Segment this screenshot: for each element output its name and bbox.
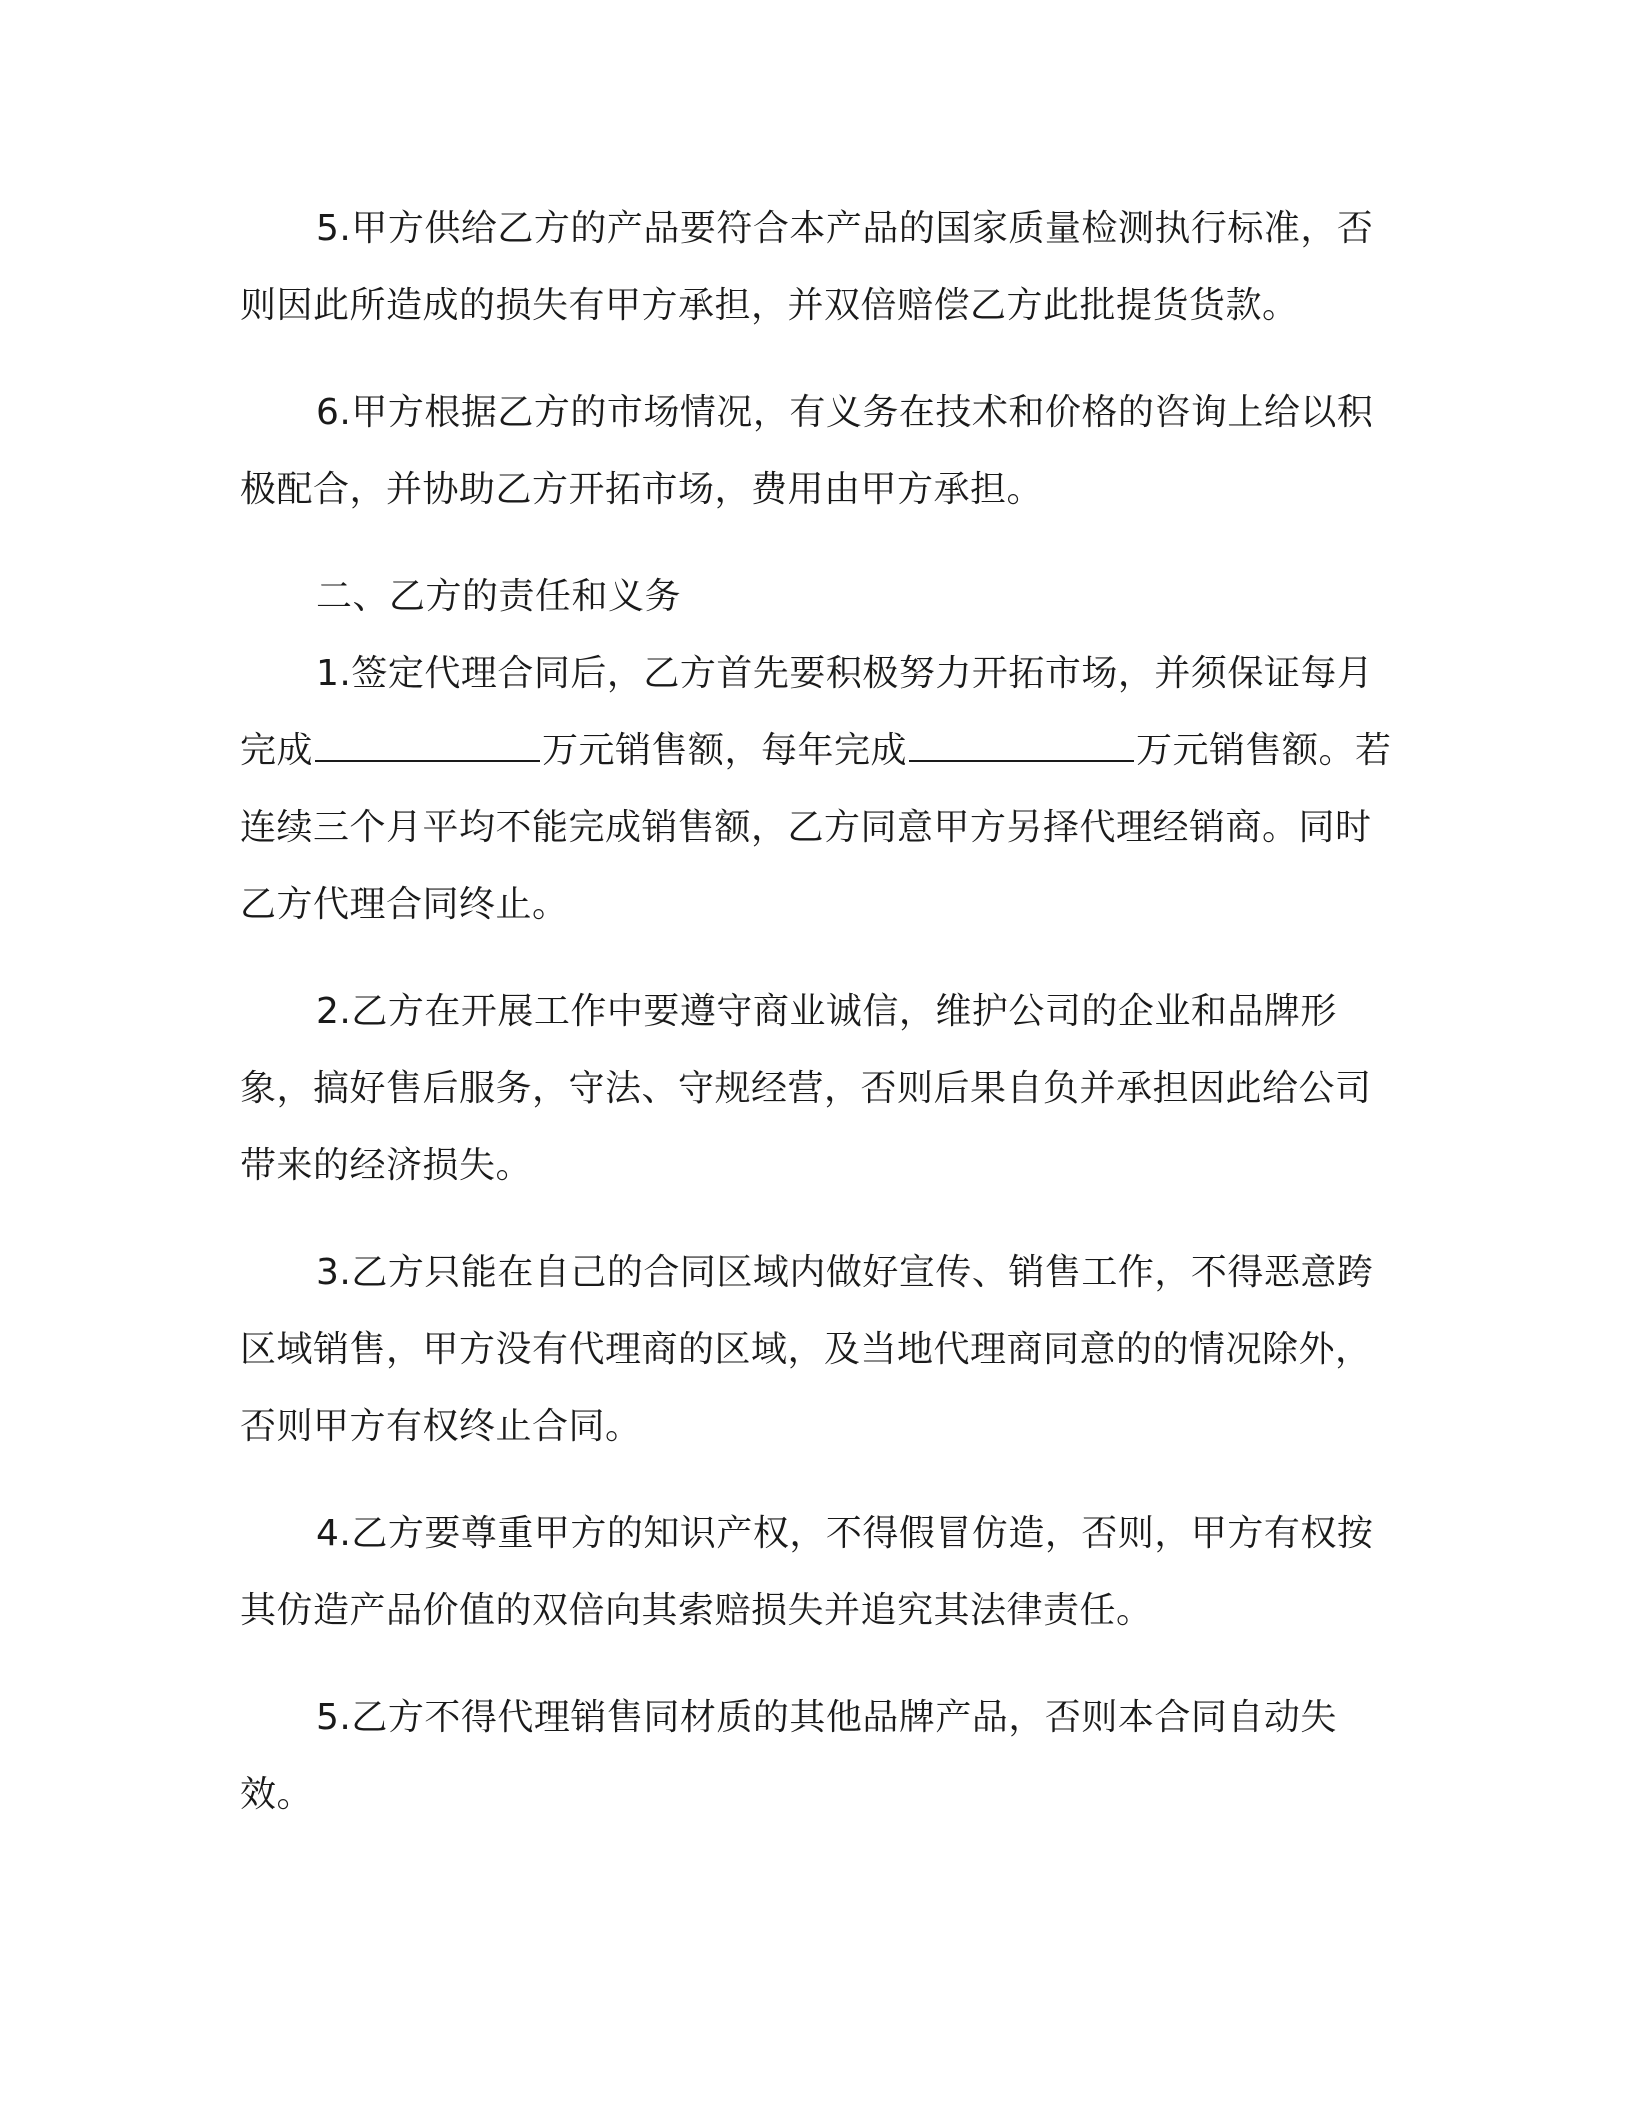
clause-b1-text-2: 万元销售额，每年完成 xyxy=(542,730,908,771)
clause-b1-text-1: 1.签定代理合同后，乙方首先要积极努力开拓市场，并须保证每月完成 xyxy=(240,653,1374,771)
clause-a5: 5.甲方供给乙方的产品要符合本产品的国家质量检测执行标准，否则因此所造成的损失有甲方承担，并双倍赔偿乙方此批提货货款。 xyxy=(240,208,1374,326)
clause-b5: 5.乙方不得代理销售同材质的其他品牌产品，否则本合同自动失效。 xyxy=(240,1697,1337,1815)
clause-b4: 4.乙方要尊重甲方的知识产权，不得假冒仿造，否则，甲方有权按其仿造产品价值的双倍向其索赔损失并追究其法律责任。 xyxy=(240,1513,1374,1631)
clause-b3: 3.乙方只能在自己的合同区域内做好宣传、销售工作，不得恶意跨区域销售，甲方没有代理商的区域，及当地代理商同意的的情况除外，否则甲方有权终止合同。 xyxy=(240,1252,1374,1447)
monthly-sales-blank xyxy=(315,759,540,762)
clause-b2: 2.乙方在开展工作中要遵守商业诚信，维护公司的企业和品牌形象，搞好售后服务，守法、守规经营，否则后果自负并承担因此给公司带来的经济损失。 xyxy=(240,991,1372,1186)
section-b-title: 二、乙方的责任和义务 xyxy=(316,576,682,617)
clause-b1 xyxy=(240,635,1392,943)
clause-a6: 6.甲方根据乙方的市场情况，有义务在技术和价格的咨询上给以积极配合，并协助乙方开拓市场，费用由甲方承担。 xyxy=(240,392,1374,510)
yearly-sales-blank xyxy=(909,759,1134,762)
clause-b1-text-3: 万元销售额。若连续三个月平均不能完成销售额，乙方同意甲方另择代理经销商。同时乙方代理合同终止。 xyxy=(240,730,1392,925)
